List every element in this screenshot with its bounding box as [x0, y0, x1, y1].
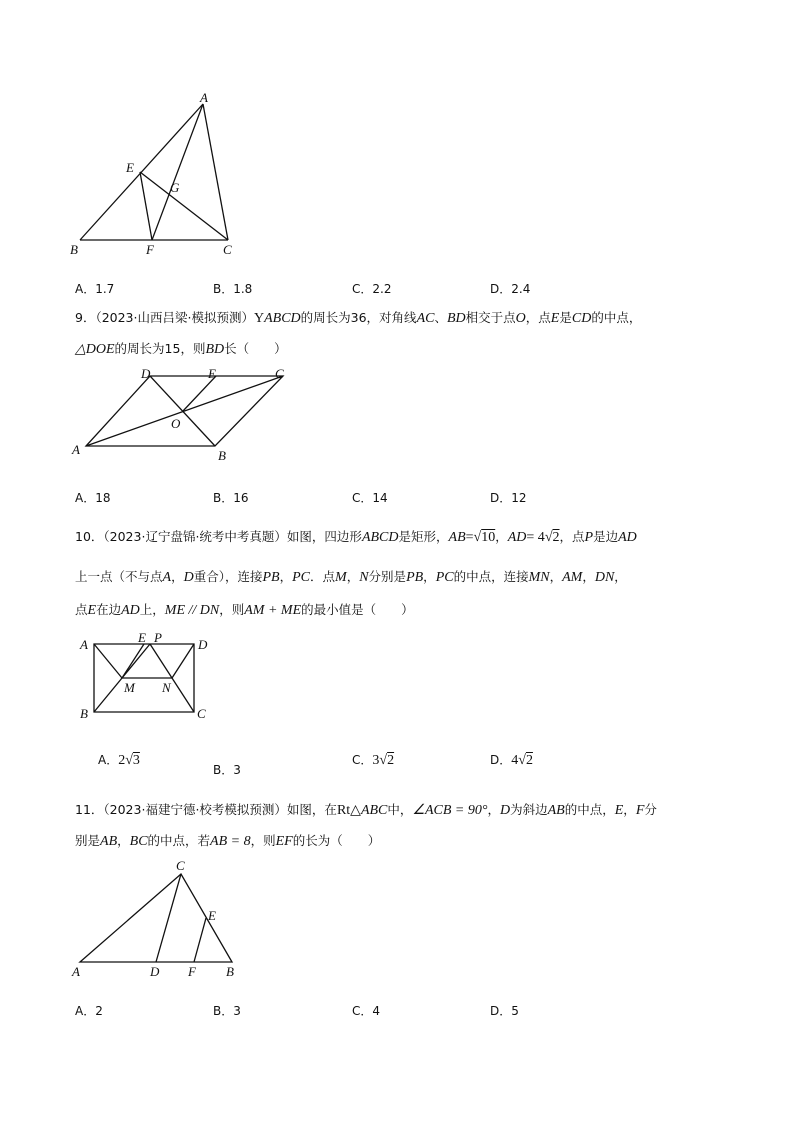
point-label-c: C	[176, 858, 185, 873]
q9-stem-line1: 9．（2023·山西吕梁·模拟预测）YABCD的周长为36，对角线AC、BD相交于点O，点E是CD的中点，	[75, 310, 642, 326]
point-label-n: N	[162, 680, 171, 695]
figure-q11-right-triangle	[66, 856, 256, 981]
q8-option-c[interactable]: C．2.2	[352, 282, 392, 296]
point-label-a: A	[80, 637, 88, 652]
q11-option-b[interactable]: B．3	[213, 1004, 241, 1018]
q9-option-d[interactable]: D．12	[490, 491, 527, 505]
point-label-b: B	[80, 706, 88, 721]
point-label-e: E	[208, 366, 216, 381]
q9-option-c[interactable]: C．14	[352, 491, 388, 505]
point-label-p: P	[154, 630, 162, 645]
q10-stem-line2: 上一点（不与点A，D重合），连接PB，PC．点M，N分别是PB，PC的中点，连接MN，AM，DN，	[75, 569, 627, 585]
q9-option-b[interactable]: B．16	[213, 491, 249, 505]
point-label-a: A	[200, 90, 208, 105]
point-label-f: F	[146, 242, 154, 257]
figure-q9-parallelogram	[68, 364, 298, 464]
q11-option-c[interactable]: C．4	[352, 1004, 381, 1018]
q9-option-a[interactable]: A．18	[75, 491, 111, 505]
point-label-f: F	[188, 964, 196, 979]
q11-option-a[interactable]: A．2	[75, 1004, 103, 1018]
q11-stem-line2: 别是AB，BC的中点，若AB = 8，则EF的长为（ ）	[75, 833, 381, 849]
point-label-a: A	[72, 964, 80, 979]
point-label-m: M	[124, 680, 135, 695]
point-label-e: E	[138, 630, 146, 645]
q10-option-d[interactable]: D．4√2	[490, 753, 533, 768]
point-label-c: C	[197, 706, 206, 721]
figure-q8-triangle	[60, 88, 250, 258]
q11-option-d[interactable]: D．5	[490, 1004, 519, 1018]
point-label-d: D	[141, 366, 151, 381]
point-label-d: D	[198, 637, 208, 652]
point-label-b: B	[226, 964, 234, 979]
point-label-b: B	[70, 242, 78, 257]
figure-q10-rectangle	[74, 628, 224, 728]
point-label-e: E	[208, 908, 216, 923]
point-label-d: D	[150, 964, 160, 979]
q9-stem-line2: △DOE的周长为15，则BD长（ ）	[75, 341, 287, 357]
point-label-c: C	[275, 366, 284, 381]
point-label-b: B	[218, 448, 226, 463]
q10-stem-line3: 点E在边AD上，ME // DN，则AM + ME的最小值是（ ）	[75, 602, 414, 618]
point-label-g: G	[170, 180, 180, 195]
q8-option-a[interactable]: A．1.7	[75, 282, 115, 296]
q10-option-b[interactable]: B．3	[213, 763, 241, 777]
q8-option-b[interactable]: B．1.8	[213, 282, 253, 296]
point-label-e: E	[126, 160, 134, 175]
q10-option-c[interactable]: C．3√2	[352, 753, 395, 768]
q8-option-d[interactable]: D．2.4	[490, 282, 531, 296]
q11-stem-line1: 11．（2023·福建宁德·校考模拟预测）如图，在Rt△ABC中，∠ACB = 90°，D为斜边AB的中点，E，F分	[75, 802, 657, 818]
point-label-c: C	[223, 242, 232, 257]
point-label-o: O	[171, 416, 181, 431]
q10-option-a[interactable]: A．2√3	[98, 753, 140, 768]
point-label-a: A	[72, 442, 80, 457]
q10-stem-line1: 10．（2023·辽宁盘锦·统考中考真题）如图，四边形ABCD是矩形，AB=√10，AD= 4√2，点P是边AD	[75, 529, 637, 545]
